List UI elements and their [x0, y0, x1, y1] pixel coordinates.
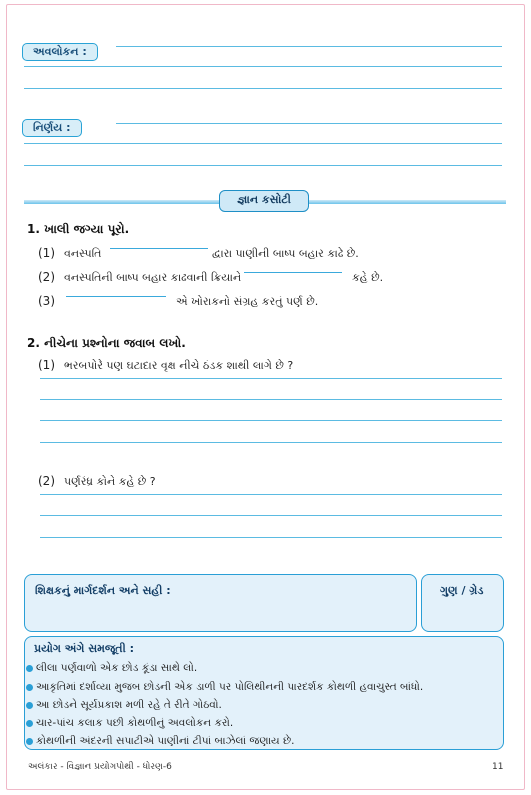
q2-item-2-text: પર્ણરંધ્ર કોને કહે છે ? [64, 475, 156, 488]
observation-line-1[interactable] [116, 46, 502, 47]
q2-item-2-num: (2) [38, 474, 55, 488]
q1-item-2-after: કહે છે. [352, 271, 384, 284]
q1-item-3-blank[interactable] [66, 296, 166, 297]
q2-answer-1-line-1[interactable] [40, 378, 502, 379]
q2-answer-2-line-3[interactable] [40, 537, 502, 538]
footer-book-title: અલંકાર - વિજ્ઞાન પ્રયોગપોથી - ધોરણ-6 [28, 762, 172, 772]
q2-answer-1-line-2[interactable] [40, 399, 502, 400]
grade-box[interactable] [421, 574, 504, 632]
bullet-icon [26, 702, 33, 709]
observation-line-2[interactable] [24, 66, 502, 67]
bullet-icon [26, 720, 33, 727]
bullet-icon [26, 665, 33, 672]
conclusion-line-2[interactable] [24, 143, 502, 144]
q2-answer-1-line-3[interactable] [40, 420, 502, 421]
q1-item-1-num: (1) [38, 246, 55, 260]
experiment-step: ચાર-પાંચ કલાક પછી કોથળીનું અવલોકન કરો. [36, 717, 233, 730]
q1-item-1-after: દ્વારા પાણીની બાષ્પ બહાર કાઢે છે. [212, 247, 359, 260]
q1-item-2-num: (2) [38, 270, 55, 284]
conclusion-label: નિર્ણય : [22, 119, 82, 137]
q2-answer-1-line-4[interactable] [40, 442, 502, 443]
section-banner: જ્ઞાન કસોટી [219, 190, 309, 212]
q1-item-1-before: વનસ્પતિ [64, 247, 102, 260]
observation-line-3[interactable] [24, 88, 502, 89]
q2-item-1-num: (1) [38, 358, 55, 372]
conclusion-line-1[interactable] [116, 123, 502, 124]
q2-item-1-text: ભરબપોરે પણ ઘટાદાર વૃક્ષ નીચે ઠંડક શાથી લાગે છે ? [64, 359, 294, 372]
grade-label: ગુણ / ગ્રેડ [440, 584, 484, 597]
observation-label: અવલોકન : [22, 43, 98, 61]
bullet-icon [26, 738, 33, 745]
experiment-step: કોથળીની અંદરની સપાટીએ પાણીનાં ટીપાં બાઝેલાં જણાય છે. [36, 735, 294, 748]
q1-title: 1. ખાલી જગ્યા પૂરો. [27, 222, 130, 236]
q1-item-2-before: વનસ્પતિની બાષ્પ બહાર કાઢવાની ક્રિયાને [64, 271, 242, 284]
q2-answer-2-line-1[interactable] [40, 494, 502, 495]
bullet-icon [26, 684, 33, 691]
q1-item-1-blank[interactable] [110, 248, 208, 249]
q1-item-2-blank[interactable] [244, 272, 342, 273]
conclusion-line-3[interactable] [24, 165, 502, 166]
experiment-step: આ છોડને સૂર્યપ્રકાશ મળી રહે તે રીતે ગોઠવો. [36, 699, 222, 712]
q2-answer-2-line-2[interactable] [40, 515, 502, 516]
q2-title: 2. નીચેના પ્રશ્નોના જવાબ લખો. [27, 336, 186, 350]
experiment-step: આકૃતિમાં દર્શાવ્યા મુજબ છોડની એક ડાળી પર પોલિથીનની પારદર્શક કોથળી હવાચુસ્ત બાંધો. [36, 681, 423, 694]
q1-item-3-after: એ ખોરાકનો સંગ્રહ કરતું પર્ણ છે. [176, 295, 319, 308]
teacher-guidance-box[interactable] [24, 574, 417, 632]
experiment-step: લીલા પર્ણવાળો એક છોડ કૂંડા સાથે લો. [36, 662, 197, 675]
experiment-title: પ્રયોગ અંગે સમજૂતી : [34, 642, 134, 655]
teacher-guidance-label: શિક્ષકનું માર્ગદર્શન અને સહી : [35, 584, 171, 597]
q1-item-3-num: (3) [38, 294, 55, 308]
page-number: 11 [492, 762, 504, 772]
